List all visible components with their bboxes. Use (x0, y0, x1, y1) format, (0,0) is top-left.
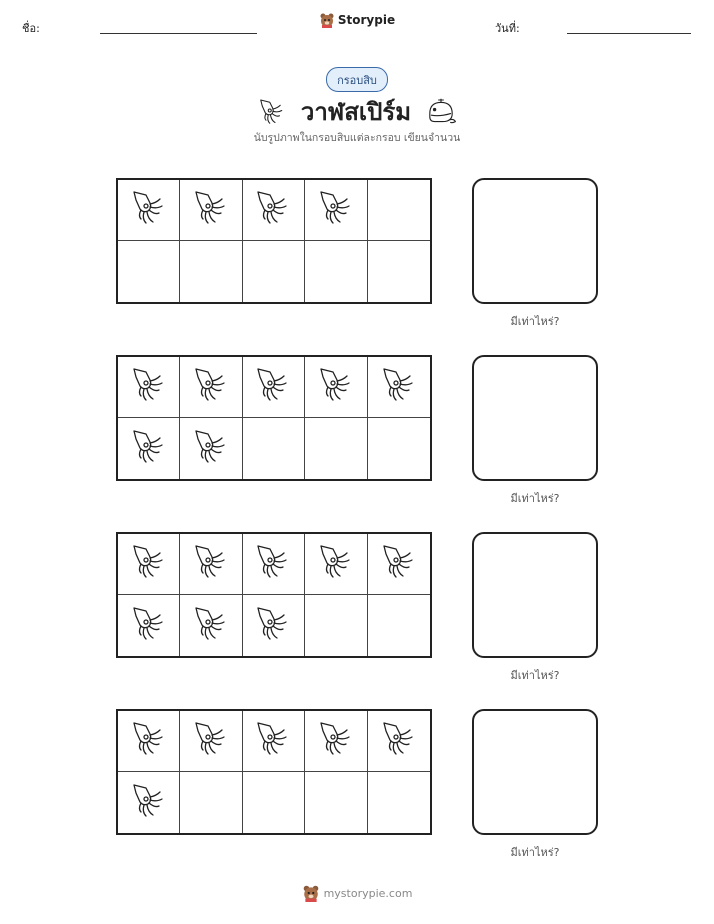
squid-icon (191, 188, 231, 232)
squid-icon (379, 542, 419, 586)
squid-icon (191, 427, 231, 471)
squid-icon (253, 188, 293, 232)
ten-frame-cell (305, 595, 367, 656)
ten-frame-cell (243, 711, 305, 772)
date-label: วันที่: (495, 22, 520, 35)
squid-icon (253, 542, 293, 586)
ten-frame (116, 532, 432, 658)
squid-icon (253, 719, 293, 763)
name-label: ชื่อ: (22, 22, 40, 35)
squid-icon (129, 542, 169, 586)
how-many-label: มีเท่าไหร่? (510, 669, 560, 682)
squid-icon (316, 719, 356, 763)
ten-frame-cell (180, 418, 242, 479)
ten-frame-cell (118, 711, 180, 772)
squid-icon (129, 604, 169, 648)
ten-frame-cell (305, 711, 367, 772)
how-many-label: มีเท่าไหร่? (510, 846, 560, 859)
ten-frame-cell (118, 418, 180, 479)
ten-frame-cell (118, 357, 180, 418)
ten-frame-cell (368, 180, 430, 241)
how-many-label: มีเท่าไหร่? (510, 315, 560, 328)
squid-icon (316, 365, 356, 409)
ten-frame-cell (243, 418, 305, 479)
answer-box[interactable] (472, 355, 598, 481)
ten-frame-cell (368, 711, 430, 772)
squid-icon (316, 542, 356, 586)
ten-frame-cell (305, 772, 367, 833)
bear-mascot-icon (302, 884, 320, 902)
squid-icon (191, 365, 231, 409)
ten-frame-cell (118, 595, 180, 656)
squid-icon (316, 188, 356, 232)
ten-frame-cell (368, 534, 430, 595)
answer-box[interactable] (472, 532, 598, 658)
ten-frame-cell (368, 357, 430, 418)
squid-icon (129, 188, 169, 232)
worksheet-title: วาฬสเปิร์ม (300, 98, 412, 126)
ten-frame-cell (243, 241, 305, 302)
answer-box[interactable] (472, 709, 598, 835)
squid-icon (253, 365, 293, 409)
squid-icon (129, 781, 169, 825)
ten-frame-cell (368, 595, 430, 656)
ten-frame-cell (180, 711, 242, 772)
ten-frame-cell (243, 595, 305, 656)
squid-icon (191, 719, 231, 763)
squid-icon (129, 427, 169, 471)
answer-box[interactable] (472, 178, 598, 304)
ten-frame (116, 178, 432, 304)
squid-icon (129, 365, 169, 409)
ten-frame-cell (305, 241, 367, 302)
squid-icon (191, 604, 231, 648)
footer (0, 884, 714, 902)
name-line[interactable] (100, 33, 257, 34)
ten-frame (116, 355, 432, 481)
ten-frame-cell (180, 772, 242, 833)
ten-frame-cell (180, 357, 242, 418)
ten-frame-cell (305, 357, 367, 418)
ten-frame-cell (368, 418, 430, 479)
ten-frame-cell (368, 772, 430, 833)
title-row (0, 92, 714, 131)
ten-frame-cell (305, 418, 367, 479)
footer-site: mystorypie.com (323, 886, 413, 900)
squid-icon (253, 604, 293, 648)
topic-badge: กรอบสิบ (326, 67, 388, 92)
date-line[interactable] (567, 33, 691, 34)
ten-frame-cell (118, 180, 180, 241)
ten-frame-cell (180, 241, 242, 302)
ten-frame-cell (118, 241, 180, 302)
whale-icon (425, 97, 457, 127)
ten-frame-cell (243, 180, 305, 241)
how-many-label: มีเท่าไหร่? (510, 492, 560, 505)
ten-frame-cell (305, 534, 367, 595)
ten-frame-cell (305, 180, 367, 241)
bear-mascot-icon (319, 12, 335, 28)
ten-frame-cell (243, 772, 305, 833)
ten-frame-cell (243, 534, 305, 595)
ten-frame-cell (118, 772, 180, 833)
ten-frame-cell (180, 180, 242, 241)
squid-icon (379, 365, 419, 409)
squid-icon (129, 719, 169, 763)
ten-frame-cell (180, 534, 242, 595)
squid-icon (257, 97, 287, 127)
squid-icon (191, 542, 231, 586)
ten-frame-cell (118, 534, 180, 595)
ten-frame (116, 709, 432, 835)
ten-frame-cell (180, 595, 242, 656)
ten-frame-cell (368, 241, 430, 302)
ten-frame-cell (243, 357, 305, 418)
brand-name: Storypie (337, 13, 396, 27)
brand-logo (0, 12, 714, 28)
squid-icon (379, 719, 419, 763)
instructions: นับรูปภาพในกรอบสิบแต่ละกรอบ เขียนจำนวน (253, 132, 461, 144)
